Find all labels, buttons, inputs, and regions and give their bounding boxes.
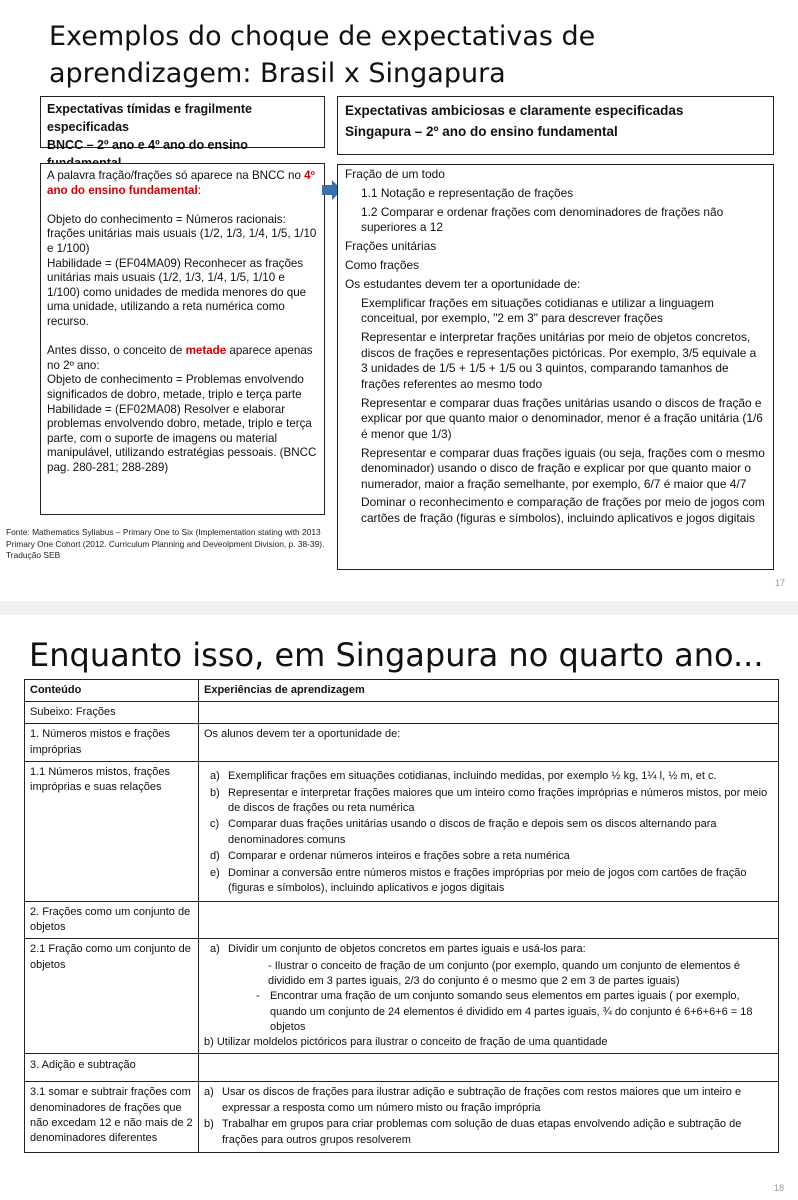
slide-separator (0, 601, 798, 615)
item-text: Representar e interpretar frações maiores que um inteiro como frações impróprias e números mistos, por meio de discos de frações ou reta numérica (228, 786, 768, 814)
list-item (204, 1085, 773, 1115)
bncc-p1-colon: : (197, 183, 201, 197)
source-note: Fonte: Mathematics Syllabus – Primary One to Six (Implementation stating with 2013 Primary One Cohort (2012. Curriculum Planning and Deveolpment Division, p. 38-39). Tradução SEB (6, 527, 325, 560)
item-marker: d) (210, 850, 220, 863)
item-text: Exemplificar frações em situações cotidianas, incluindo medidas, por exemplo ½ kg, 1¼ l, ½ m, et c. (228, 769, 717, 782)
item-marker: e) (210, 867, 220, 880)
sub-item: - Ilustrar o conceito de fração de um conjunto (por exemplo, quando um conjunto de elementos é dividido em 3 partes iguais, 2/3 do conjunto é o mesmo que 2 em 3 de partes iguais) (268, 960, 741, 988)
sub-marker: - (256, 990, 260, 1003)
empty-cell (199, 702, 779, 724)
bncc-paragraph-2: Objeto do conhecimento = Números racionais: frações unitárias mais usuais (1/2, 1/3, 1/4, 1/5, 1/10 e 1/100) (47, 212, 317, 255)
col-header-experiences: Experiências de aprendizagem (199, 680, 779, 702)
row1-experience: Os alunos devem ter a oportunidade de: (199, 724, 779, 761)
row3-content: 3. Adição e subtração (25, 1054, 199, 1082)
row2-content: 2. Frações como um conjunto de objetos (25, 901, 199, 938)
empty-cell (199, 901, 779, 938)
sg-line-2: 1.1 Notação e representação de frações (361, 185, 574, 200)
sub-text: Encontrar uma fração de um conjunto somando seus elementos em partes iguais ( por exemplo, quando um conjunto de 24 elementos é dividido em 4 partes iguais, ¾ do conjunto é 6+6+6+6 = 18 objetos (270, 990, 753, 1033)
table-row (25, 939, 779, 1054)
table-header-row (25, 680, 779, 702)
bncc-p4-highlight: metade (185, 344, 227, 358)
bncc-paragraph-4 (47, 344, 318, 373)
singapore-header-line2: Singapura – 2º ano do ensino fundamental (345, 124, 618, 139)
item-marker: b) (210, 786, 220, 799)
table-row (25, 702, 779, 724)
bncc-paragraph-3: Habilidade = (EF04MA09) Reconhecer as frações unitárias mais usuais (1/2, 1/3, 1/4, 1/5, 1/10 e 1/100) como unidades de medida menores do que uma unidade, utilizando a reta numérica como recurso. (47, 256, 307, 328)
item-text: Dominar a conversão entre números mistos e frações impróprias por meio de jogos com cartões de fração (figuras e símbolos), incluindo aplicativos e jogos digitais (228, 867, 747, 895)
sg-line-8: Representar e interpretar frações unitárias por meio de objetos concretos, discos de frações e representações pictóricas. Por exemplo, 3/5 equivale a 3 unidades de 1/5 + 1/5 + 1/5 ou 3 quintos, comparando tamanhos de frações referentes ao mesmo todo (361, 330, 757, 391)
slide2-title: Enquanto isso, em Singapura no quarto ano... (29, 636, 764, 674)
row1-content: 1. Números mistos e frações impróprias (25, 724, 199, 761)
list-item (204, 866, 773, 896)
singapore-body-box (337, 164, 774, 570)
bncc-p4-text: Antes disso, o conceito de (47, 344, 186, 358)
slide1-title (49, 18, 595, 92)
item-text: Comparar duas frações unitárias usando o discos de fração e depois sem os discos alternando para denominadores comuns (228, 818, 717, 846)
bncc-paragraph-1 (47, 169, 318, 198)
row21-experience (199, 939, 779, 1054)
row31-experience (199, 1082, 779, 1153)
bncc-body-box (40, 163, 325, 515)
row21-content: 2.1 Fração como um conjunto de objetos (25, 939, 199, 1054)
item-marker: c) (210, 818, 220, 831)
sg-line-3: 1.2 Comparar e ordenar frações com denominadores de frações não superiores a 12 (361, 204, 724, 235)
list-item (204, 849, 773, 864)
sg-line-4: Frações unitárias (345, 239, 437, 254)
row11-experience (199, 761, 779, 901)
item-text: Comparar e ordenar números inteiros e frações sobre a reta numérica (228, 850, 570, 863)
sg-line-9: Representar e comparar duas frações unitárias usando o discos de fração e explicar por que quanto maior o denominador, menor é a fração unitária (1/6 é menor que 1/3) (361, 395, 763, 441)
list-item (204, 769, 773, 784)
item-text: Usar os discos de frações para ilustrar adição e subtração de frações com restos maiores que um inteiro e expressar a resposta como um número misto ou fração imprópria (222, 1086, 742, 1114)
curriculum-table (24, 679, 779, 1153)
item-text: Dividir um conjunto de objetos concretos em partes iguais e usá-los para: (228, 943, 586, 956)
table-row (25, 724, 779, 761)
bncc-p1-highlight: 4º ano do ensino fundamental (47, 169, 315, 197)
bncc-header-box (40, 96, 325, 152)
sg-line-6: Os estudantes devem ter a oportunidade de: (345, 276, 581, 291)
sg-line-11: Dominar o reconhecimento e comparação de frações por meio de jogos com cartões de fração (figuras e símbolos), incluindo aplicativos e jogos digitais (361, 495, 765, 525)
list-item (204, 942, 773, 957)
sg-line-10: Representar e comparar duas frações iguais (ou seja, frações com o mesmo denominador) usando o disco de fração e explicar por que quanto maior o numerador, maior a fração semelhante, por exemplo, 6/7 é maior que 4/7 (361, 445, 765, 491)
page-number-18: 18 (774, 1183, 785, 1193)
table-row (25, 761, 779, 901)
slide1-title-line1: Exemplos do choque de expectativas de (49, 21, 596, 52)
col-header-content: Conteúdo (25, 680, 199, 702)
item-marker: a) (210, 943, 220, 956)
bncc-paragraph-6: Habilidade = (EF02MA08) Resolver e elaborar problemas envolvendo dobro, metade, triplo e terça parte, com o suporte de imagens ou material manipulável, utilizando estratégias pessoais. (BNCC pag. 280-281; 288-289) (47, 402, 317, 474)
item-marker: b) (204, 1118, 214, 1131)
slide1-title-line2: aprendizagem: Brasil x Singapura (49, 58, 506, 89)
sg-line-5: Como frações (345, 258, 420, 273)
bncc-p4-tail: aparece apenas no 2º ano: (47, 344, 313, 372)
item-marker: a) (204, 1086, 214, 1099)
item-marker: a) (210, 769, 220, 782)
bncc-p1-text: A palavra fração/frações só aparece na BNCC no (47, 169, 305, 182)
row11-content: 1.1 Números mistos, frações impróprias e suas relações (25, 761, 199, 901)
list-item (204, 1117, 773, 1147)
bncc-header-line1: Expectativas tímidas e fragilmente especificadas (47, 102, 252, 134)
subeixo-cell: Subeixo: Frações (25, 702, 199, 724)
empty-cell (199, 1054, 779, 1082)
page-number-17: 17 (775, 578, 786, 588)
list-item (204, 817, 773, 847)
row31-content: 3.1 somar e subtrair frações com denominadores de frações que não excedam 12 e não mais de 2 denominadores diferentes (25, 1082, 199, 1153)
list-item (204, 786, 773, 816)
sg-line-1: Fração de um todo (345, 167, 445, 181)
singapore-header-box (337, 96, 774, 155)
table-row (25, 1054, 779, 1082)
table-row (25, 1082, 779, 1153)
singapore-header-line1: Expectativas ambiciosas e claramente especificadas (345, 103, 684, 118)
list-item: b) Utilizar moldelos pictóricos para ilustrar o conceito de fração de uma quantidade (204, 1036, 608, 1049)
bncc-header-line2: BNCC – 2º ano e 4º ano do ensino (47, 138, 248, 152)
sg-line-7: Exemplificar frações em situações cotidianas e utilizar a linguagem conceitual, por exemplo, "2 em 3" para descrever frações (361, 295, 714, 326)
table-row (25, 901, 779, 938)
item-text: Trabalhar em grupos para criar problemas com solução de duas etapas envolvendo adição e subtração de frações para outros grupos resolverem (222, 1118, 742, 1146)
sub-item (204, 989, 773, 1035)
bncc-paragraph-5: Objeto de conhecimento = Problemas envolvendo significados de dobro, metade, triplo e terça parte (47, 373, 304, 401)
